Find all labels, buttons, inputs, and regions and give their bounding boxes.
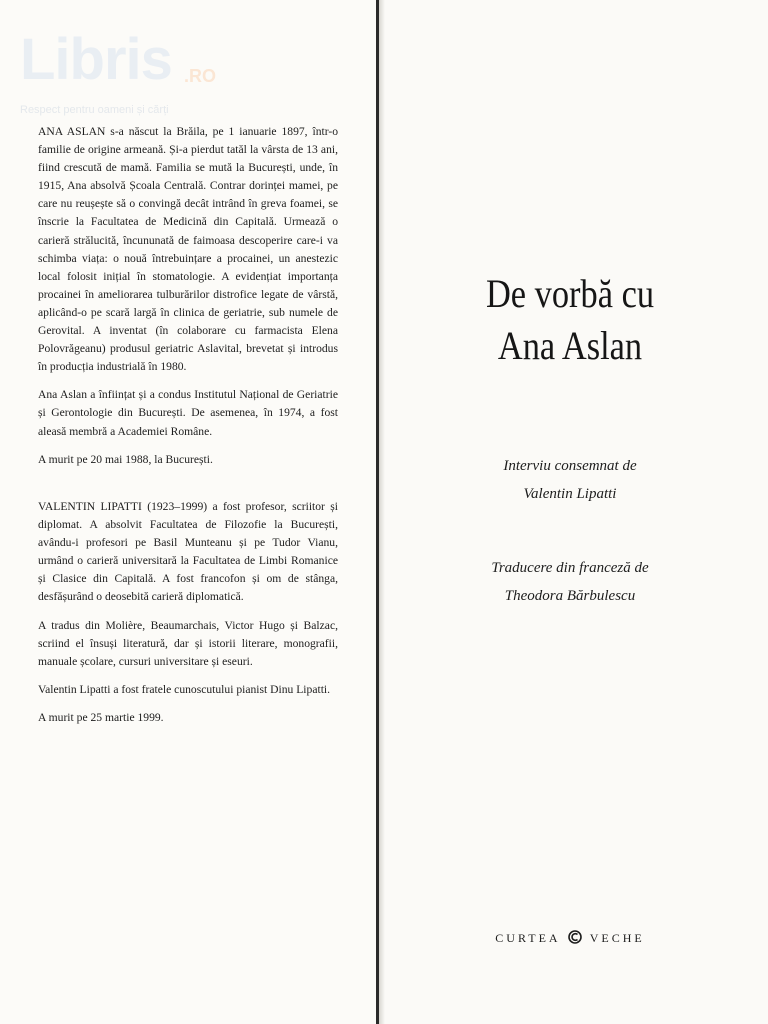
book-title [484, 268, 656, 372]
credit-line: Theodora Bărbulescu [504, 588, 636, 604]
right-page [385, 0, 768, 1024]
publisher-name-right: VECHE [589, 931, 645, 945]
credit-line: Traducere din franceză de [491, 560, 649, 576]
left-page [0, 0, 376, 1024]
publisher-logo-icon [568, 930, 582, 944]
translation-credit [470, 554, 670, 610]
watermark-suffix: .RO [184, 66, 217, 86]
watermark-tagline: Respect pentru oameni și cărți [20, 104, 169, 116]
libris-watermark [20, 22, 220, 122]
title-line: De vorbă cu [485, 271, 655, 316]
bio-paragraph: ANA ASLAN s-a născut la Brăila, pe 1 ianuarie 1897, într-o familie de origine armeană. Și-a pierdut tatăl la vârsta de 13 ani, fiind crescută de mamă. Familia se mută la București, unde, în 1915, Ana absolvă Școala Centrală. Contrar dorinței mamei, pe care nu reușește să o convingă decât intrând în greva foamei, se înscrie la Facultatea de Medicină din Capitală. Urmează o carieră strălucită, încununată de faimoasa descoperire care-i va schimba viața: o nouă întrebuințare a procainei, un anestezic local folosit inițial în stomatologie. A evidențiat importanța procainei în ameliorarea tulburărilor distrofice legate de vârstă, aplicând-o pe scară largă în clinica de geriatrie, sub numele de Gerovital. A inventat (în colaborare cu farmacista Elena Polovrăgeanu) produsul geriatric Aslavital, brevetat și introdus în producția industrială în 1980. [38, 125, 338, 374]
credit-line: Interviu consemnat de [503, 458, 637, 474]
bio-paragraph: A murit pe 25 martie 1999. [38, 710, 164, 724]
bio-paragraph: A tradus din Molière, Beaumarchais, Victor Hugo și Balzac, scriind el însuși literatură, dar și istorii literare, monografii, manuale școlare, cursuri universitare și eseuri. [38, 618, 338, 668]
valentin-lipatti-biography [38, 498, 338, 737]
ana-aslan-biography [38, 123, 338, 479]
title-line: Ana Aslan [497, 323, 643, 368]
publisher-name-left: CURTEA [495, 931, 560, 945]
bio-paragraph: Valentin Lipatti a fost fratele cunoscutului pianist Dinu Lipatti. [38, 682, 331, 696]
watermark-name: Libris [20, 27, 172, 92]
credit-line: Valentin Lipatti [523, 486, 617, 502]
bio-paragraph: VALENTIN LIPATTI (1923–1999) a fost profesor, scriitor și diplomat. A absolvit Facultatea de Filozofie la București, avându-i profesori pe Basil Munteanu și pe Tudor Vianu, urmând o carieră universitară la Facultatea de Limbi Romanice și Clasice din Capitală. A fost francofon și om de stânga, desfășurând o deosebită carieră diplomatică. [38, 500, 338, 604]
interview-credit [470, 452, 670, 508]
bio-paragraph: A murit pe 20 mai 1988, la București. [38, 452, 213, 466]
publisher-imprint [470, 930, 670, 946]
bio-paragraph: Ana Aslan a înființat și a condus Institutul Național de Geriatrie și Gerontologie din București. De asemenea, în 1974, a fost aleasă membră a Academiei Române. [38, 388, 338, 438]
